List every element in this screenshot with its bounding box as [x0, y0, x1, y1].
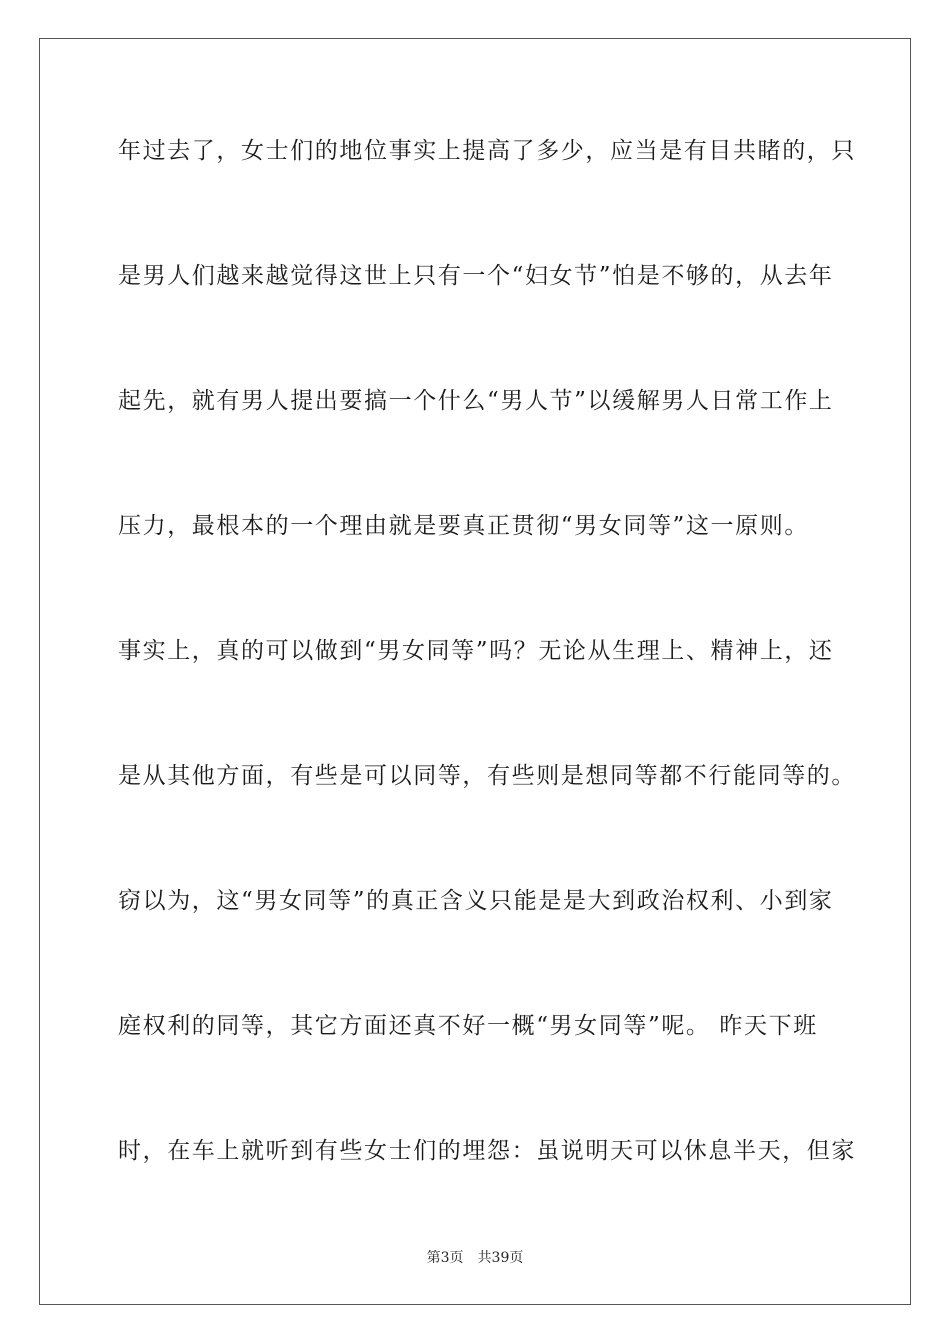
text-line-7: 窃以为，这“男女同等”的真正含义只能是是大到政治权利、小到家	[118, 888, 834, 914]
document-body	[118, 126, 856, 1251]
page-footer	[0, 1248, 950, 1268]
text-line-4: 压力，最根本的一个理由就是要真正贯彻“男女同等”这一原则。	[118, 513, 809, 539]
text-line-6: 是从其他方面，有些是可以同等，有些则是想同等都不行能同等的。	[118, 763, 856, 789]
text-line-2: 是男人们越来越觉得这世上只有一个“妇女节”怕是不够的，从去年	[118, 263, 834, 289]
page-number-total: 共39页	[477, 1250, 524, 1266]
text-line-8: 庭权利的同等，其它方面还真不好一概“男女同等”呢。 昨天下班	[118, 1013, 818, 1039]
text-line-5: 事实上，真的可以做到“男女同等”吗？无论从生理上、精神上，还	[118, 638, 834, 664]
text-line-9: 时，在车上就听到有些女士们的埋怨：虽说明天可以休息半天，但家	[118, 1138, 856, 1164]
text-line-3: 起先，就有男人提出要搞一个什么“男人节”以缓解男人日常工作上	[118, 388, 834, 414]
text-line-1: 年过去了，女士们的地位事实上提高了多少，应当是有目共睹的，只	[118, 138, 856, 164]
page-number-current: 第3页	[426, 1250, 464, 1266]
